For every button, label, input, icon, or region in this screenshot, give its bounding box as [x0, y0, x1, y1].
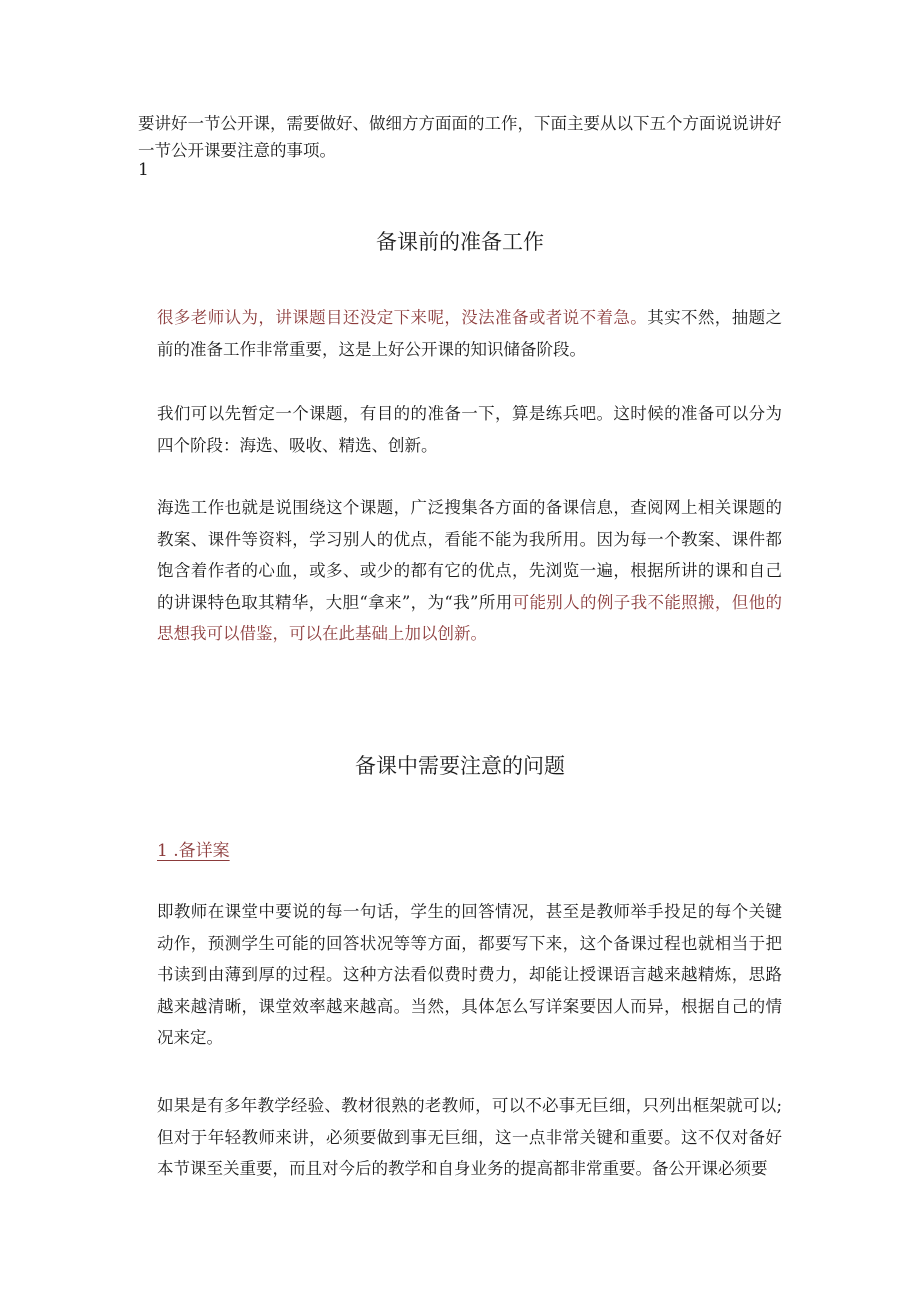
section1-paragraph-1 [157, 302, 782, 365]
section1-paragraph-3 [157, 492, 782, 650]
section1-paragraph-2: 我们可以先暂定一个课题，有目的的准备一下，算是练兵吧。这时候的准备可以分为四个阶段：海选、吸收、精选、创新。 [157, 404, 782, 455]
section2-title: 备课中需要注意的问题 [355, 754, 565, 778]
section-number: 1 [138, 160, 149, 180]
section1-title: 备课前的准备工作 [376, 230, 544, 254]
intro-paragraph: 要讲好一节公开课，需要做好、做细方方面面的工作，下面主要从以下五个方面说说讲好一节公开课要注意的事项。 [138, 114, 782, 160]
highlight-text: 可能别人的例子我不能照搬，但他的思想我可以借鉴，可以在此基础上加以创新。 [157, 592, 783, 643]
subsection-title: 1 .备详案 [157, 841, 230, 861]
section2-paragraph-1: 即教师在课堂中要说的每一句话，学生的回答情况，甚至是教师举手投足的每个关键动作，预测学生可能的回答状况等等方面，都要写下来，这个备课过程也就相当于把书读到由薄到厚的过程。这种方法看似费时费力，却能让授课语言越来越精炼，思路越来越清晰，课堂效率越来越高。当然，具体怎么写详案要因人而异，根据自己的情况来定。 [157, 902, 782, 1047]
highlight-text: 很多老师认为，讲课题目还没定下来呢，没法准备或者说不着急。 [157, 308, 648, 327]
paragraph-text: 海选工作也就是说围绕这个课题，广泛搜集各方面的备课信息，查阅网上相关课题的教案、课件等资料，学习别人的优点，看能不能为我所用。因为每一个教案、课件都饱含着作者的心血，或多、或少的都有它的优点，先浏览一遍，根据所讲的课和自己的讲课特色取其精华，大胆“拿来”，为“我”所用 [157, 498, 782, 612]
section2-paragraph-2: 如果是有多年教学经验、教材很熟的老教师，可以不必事无巨细，只列出框架就可以;但对于年轻教师来讲，必须要做到事无巨细，这一点非常关键和重要。这不仅对备好本节课至关重要，而且对今后的教学和自身业务的提高都非常重要。备公开课必须要 [157, 1096, 782, 1178]
paragraph-text: 其实不然，抽题之前的准备工作非常重要，这是上好公开课的知识储备阶段。 [157, 308, 783, 359]
